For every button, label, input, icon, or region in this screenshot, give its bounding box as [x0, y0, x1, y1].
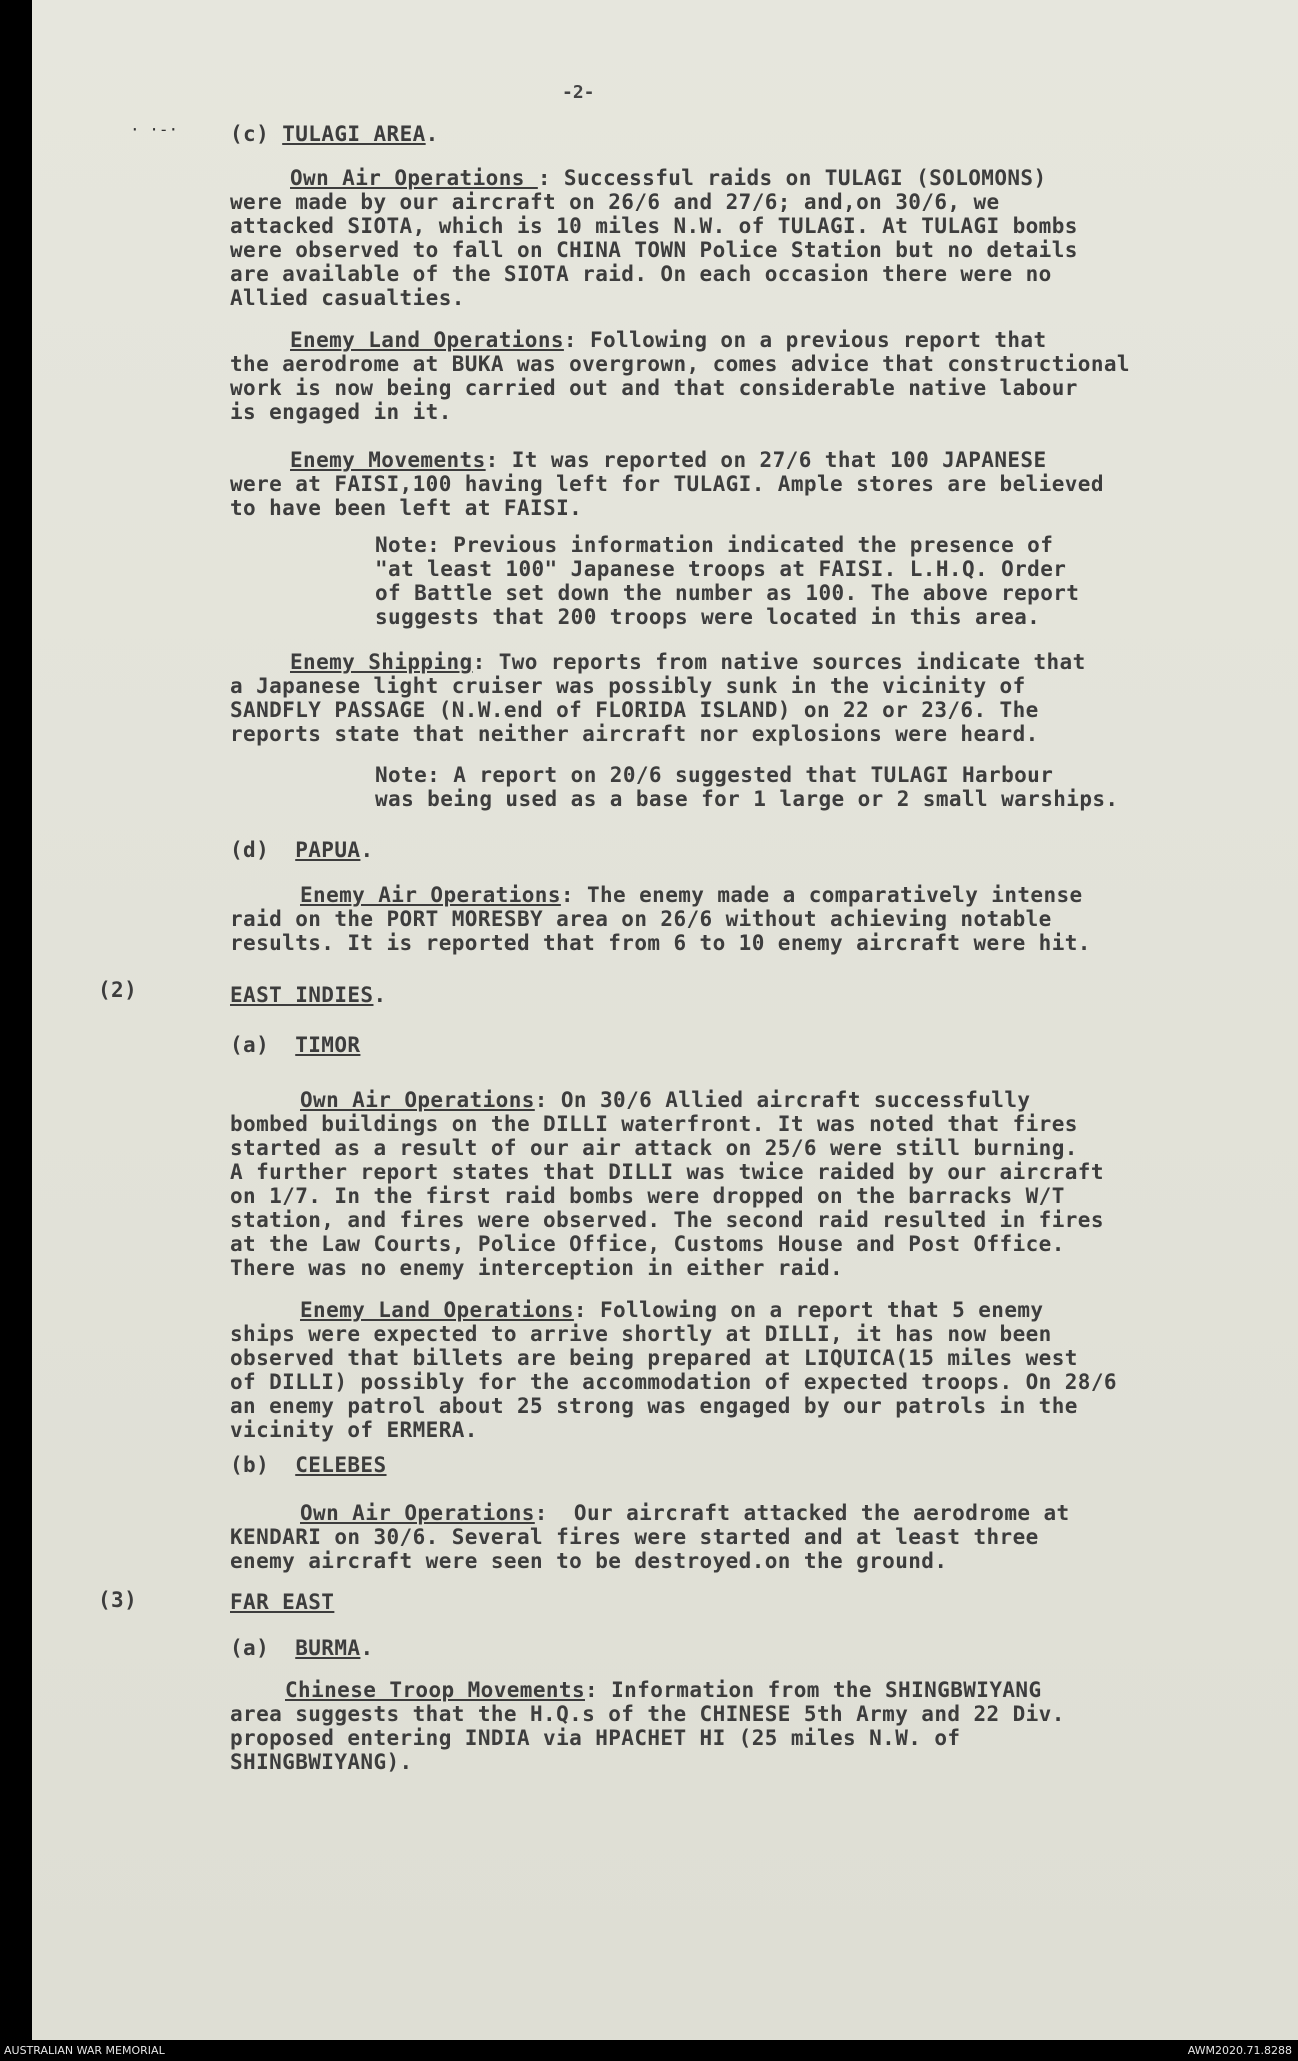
text-line: [230, 216, 1078, 237]
text-line: [230, 985, 387, 1006]
text-span: observed that billets are being prepared at LIQUICA(15 miles west: [230, 1346, 1078, 1370]
underlined-heading: EAST INDIES: [230, 983, 374, 1007]
text-line: [230, 1372, 1117, 1393]
text-line: [230, 1162, 1104, 1183]
text-line: [230, 288, 465, 309]
text-span: .: [425, 122, 439, 146]
underlined-heading: Own Air Operations: [300, 1088, 535, 1112]
footer-accession-number: AWM2020.71.8288: [1187, 2044, 1292, 2057]
text-span: were made by our aircraft on 26/6 and 27/6; and,on 30/6, we: [230, 190, 1000, 214]
text-line: [230, 909, 1052, 930]
stray-mark: · ·-·: [130, 120, 179, 139]
underlined-heading: Own Air Operations: [290, 166, 538, 190]
text-span: started as a result of our air attack on 25/6 were still burning.: [230, 1136, 1078, 1160]
text-line: [230, 1035, 360, 1056]
text-span: an enemy patrol about 25 strong was engaged by our patrols in the: [230, 1394, 1078, 1418]
text-line: [300, 1503, 1070, 1524]
text-span: at the Law Courts, Police Office, Customs House and Post Office.: [230, 1232, 1065, 1256]
footer-bar: [0, 2040, 1298, 2061]
text-line: [230, 124, 439, 145]
text-span: reports state that neither aircraft nor explosions were heard.: [230, 722, 1039, 746]
text-line: [98, 1590, 137, 1611]
text-line: [285, 1680, 1042, 1701]
text-span: "at least 100" Japanese troops at FAISI. L.H.Q. Order: [375, 557, 1067, 581]
text-line: [230, 1638, 373, 1659]
text-line: [230, 1728, 960, 1749]
text-line: [230, 1234, 1065, 1255]
text-span: results. It is reported that from 6 to 10 enemy aircraft were hit.: [230, 931, 1091, 955]
text-line: [230, 676, 1026, 697]
text-line: [230, 700, 1039, 721]
underlined-heading: Enemy Land Operations: [300, 1298, 574, 1322]
text-span: to have been left at FAISI.: [230, 496, 583, 520]
text-line: [230, 1114, 1078, 1135]
text-line: [230, 1396, 1078, 1417]
text-line: [230, 378, 1078, 399]
text-span: : Our aircraft attacked the aerodrome at: [534, 1501, 1070, 1525]
text-line: [290, 330, 1047, 351]
page-number: -2-: [562, 82, 595, 103]
text-line: [230, 1258, 843, 1279]
text-span: (a): [230, 1636, 296, 1660]
text-span: Allied casualties.: [230, 286, 465, 310]
text-line: [290, 168, 1047, 189]
text-line: [230, 1186, 1065, 1207]
footer-credit: AUSTRALIAN WAR MEMORIAL: [4, 2044, 165, 2057]
text-span: SANDFLY PASSAGE (N.W.end of FLORIDA ISLAND) on 22 or 23/6. The: [230, 698, 1039, 722]
text-span: raid on the PORT MORESBY area on 26/6 without achieving notable: [230, 907, 1052, 931]
text-line: [375, 607, 1040, 628]
underlined-heading: Enemy Air Operations: [300, 883, 561, 907]
text-span: area suggests that the H.Q.s of the CHINESE 5th Army and 22 Div.: [230, 1702, 1065, 1726]
text-span: the aerodrome at BUKA was overgrown, comes advice that constructional: [230, 352, 1130, 376]
text-span: : Successful raids on TULAGI (SOLOMONS): [537, 166, 1047, 190]
text-span: KENDARI on 30/6. Several fires were started and at least three: [230, 1525, 1039, 1549]
text-line: [230, 1324, 1052, 1345]
underlined-heading: BURMA: [295, 1636, 361, 1660]
text-line: [375, 559, 1066, 580]
text-line: [230, 1348, 1078, 1369]
text-span: There was no enemy interception in either raid.: [230, 1256, 844, 1280]
text-span: SHINGBWIYANG).: [230, 1750, 413, 1774]
text-span: were at FAISI,100 having left for TULAGI. Ample stores are believed: [230, 472, 1104, 496]
text-line: [375, 535, 1053, 556]
underlined-heading: Enemy Shipping: [290, 650, 473, 674]
text-line: [375, 583, 1079, 604]
text-line: [230, 1592, 334, 1613]
text-span: (d): [230, 838, 296, 862]
text-line: [230, 1210, 1104, 1231]
text-span: of Battle set down the number as 100. The above report: [375, 581, 1080, 605]
text-span: station, and fires were observed. The second raid resulted in fires: [230, 1208, 1104, 1232]
text-span: : Information from the SHINGBWIYANG: [585, 1678, 1042, 1702]
text-span: (2): [98, 978, 138, 1002]
text-span: vicinity of ERMERA.: [230, 1418, 478, 1442]
text-span: a Japanese light cruiser was possibly sunk in the vicinity of: [230, 674, 1026, 698]
text-line: [230, 840, 373, 861]
text-line: [290, 652, 1086, 673]
text-span: of DILLI) possibly for the accommodation of expected troops. On 28/6: [230, 1370, 1117, 1394]
underlined-heading: TIMOR: [295, 1033, 361, 1057]
text-span: were observed to fall on CHINA TOWN Police Station but no details: [230, 238, 1078, 262]
text-span: A further report states that DILLI was twice raided by our aircraft: [230, 1160, 1104, 1184]
text-line: [230, 240, 1078, 261]
text-span: are available of the SIOTA raid. On each occasion there were no: [230, 262, 1052, 286]
text-span: (b): [230, 1453, 296, 1477]
text-line: [230, 402, 452, 423]
text-span: Note: A report on 20/6 suggested that TULAGI Harbour: [375, 763, 1054, 787]
underlined-heading: CELEBES: [295, 1453, 387, 1477]
text-span: ships were expected to arrive shortly at DILLI, it has now been: [230, 1322, 1052, 1346]
underlined-heading: Chinese Troop Movements: [285, 1678, 585, 1702]
text-line: [230, 1455, 387, 1476]
text-line: [300, 1090, 1030, 1111]
underlined-heading: FAR EAST: [230, 1590, 335, 1614]
text-line: [230, 474, 1104, 495]
underlined-heading: Enemy Movements: [290, 448, 486, 472]
text-line: [375, 765, 1053, 786]
text-span: suggests that 200 troops were located in this area.: [375, 605, 1041, 629]
text-span: (a): [230, 1033, 296, 1057]
text-span: : It was reported on 27/6 that 100 JAPANESE: [485, 448, 1047, 472]
document-page: [32, 0, 1298, 2040]
text-span: : The enemy made a comparatively intense: [560, 883, 1083, 907]
text-line: [230, 1752, 413, 1773]
text-span: Note: Previous information indicated the presence of: [375, 533, 1054, 557]
text-line: [230, 1551, 947, 1572]
text-span: : Two reports from native sources indicate that: [472, 650, 1086, 674]
text-span: .: [360, 1636, 374, 1660]
text-line: [230, 1527, 1039, 1548]
text-span: .: [360, 838, 374, 862]
text-span: is engaged in it.: [230, 400, 452, 424]
text-line: [230, 192, 1000, 213]
text-line: [230, 354, 1130, 375]
text-span: : Following on a report that 5 enemy: [573, 1298, 1044, 1322]
text-span: bombed buildings on the DILLI waterfront. It was noted that fires: [230, 1112, 1078, 1136]
text-line: [230, 933, 1091, 954]
text-span: enemy aircraft were seen to be destroyed.on the ground.: [230, 1549, 948, 1573]
text-span: work is now being carried out and that considerable native labour: [230, 376, 1078, 400]
text-line: [230, 264, 1052, 285]
text-span: attacked SIOTA, which is 10 miles N.W. of TULAGI. At TULAGI bombs: [230, 214, 1078, 238]
underlined-heading: Own Air Operations: [300, 1501, 535, 1525]
text-span: .: [373, 983, 387, 1007]
text-line: [98, 980, 137, 1001]
text-span: proposed entering INDIA via HPACHET HI (25 miles N.W. of: [230, 1726, 961, 1750]
text-line: [300, 1300, 1043, 1321]
text-line: [230, 724, 1039, 745]
text-line: [230, 1420, 478, 1441]
underlined-heading: TULAGI AREA: [282, 122, 426, 146]
text-line: [230, 498, 582, 519]
text-line: [230, 1704, 1065, 1725]
underlined-heading: Enemy Land Operations: [290, 328, 564, 352]
text-span: : On 30/6 Allied aircraft successfully: [534, 1088, 1031, 1112]
text-line: [375, 789, 1118, 810]
text-line: [230, 1138, 1078, 1159]
text-span: : Following on a previous report that: [563, 328, 1047, 352]
text-span: on 1/7. In the first raid bombs were dropped on the barracks W/T: [230, 1184, 1065, 1208]
text-line: [300, 885, 1083, 906]
text-span: (c): [230, 122, 283, 146]
text-span: was being used as a base for 1 large or 2 small warships.: [375, 787, 1119, 811]
text-line: [290, 450, 1047, 471]
underlined-heading: PAPUA: [295, 838, 361, 862]
text-span: (3): [98, 1588, 138, 1612]
